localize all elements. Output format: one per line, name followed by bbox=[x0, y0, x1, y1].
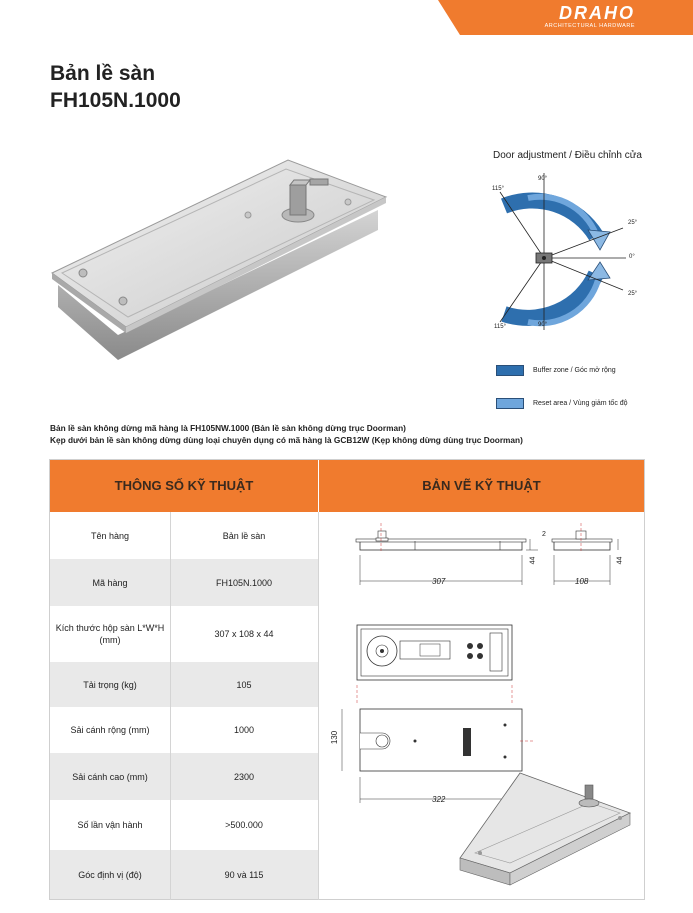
dim-end-height: 44 bbox=[616, 556, 624, 565]
angle-label-upper-right: 25° bbox=[628, 220, 638, 226]
row-value: 1000 bbox=[233, 725, 255, 735]
dim-plate-width: 130 bbox=[330, 730, 340, 745]
table-row bbox=[50, 850, 318, 899]
angle-label-top: 90° bbox=[538, 176, 548, 182]
page-title: Bản lề sàn bbox=[50, 62, 156, 85]
table-row bbox=[50, 753, 318, 800]
row-value: 90 và 115 bbox=[224, 869, 264, 880]
row-value: >500.000 bbox=[225, 820, 263, 830]
table-row bbox=[50, 559, 318, 606]
table-row bbox=[50, 707, 318, 753]
section-divider bbox=[318, 512, 319, 900]
row-value: Bản lề sàn bbox=[222, 530, 266, 541]
cover-plate-drawing bbox=[342, 709, 535, 803]
legend-label-reset: Reset area / Vùng giảm tốc độ bbox=[533, 400, 628, 407]
row-label: Sải cánh rộng (mm) bbox=[70, 725, 150, 735]
dim-end-width: 108 bbox=[575, 577, 589, 586]
legend-reset-area bbox=[496, 398, 628, 409]
dim-side-length: 307 bbox=[432, 577, 446, 586]
legend-buffer-zone bbox=[496, 365, 616, 376]
row-label: Mã hàng bbox=[92, 577, 128, 588]
row-label: Sải cánh cao (mm) bbox=[72, 771, 148, 782]
column-divider bbox=[170, 512, 171, 900]
spec-header-left: THÔNG SỐ KỸ THUẬT bbox=[114, 478, 254, 493]
table-row bbox=[50, 662, 318, 707]
dim-side-top: 2 bbox=[542, 531, 546, 538]
description-line-1: Bản lề sàn không dừng mã hàng là FH105NW.1000 (Bản lề sàn không dừng trục Doorman) bbox=[50, 423, 406, 433]
row-value: 307 x 108 x 44 bbox=[214, 629, 274, 639]
door-diagram-title: Door adjustment / Điều chỉnh cửa bbox=[493, 150, 642, 161]
brand-header bbox=[438, 0, 693, 35]
spec-table bbox=[49, 459, 645, 900]
product-image bbox=[48, 155, 393, 375]
door-adjustment-diagram bbox=[478, 170, 643, 340]
row-label: Số lần vận hành bbox=[77, 820, 143, 830]
angle-label-bottom-left: 115° bbox=[494, 324, 506, 330]
row-value: 2300 bbox=[233, 771, 255, 782]
spec-table-header bbox=[50, 460, 644, 512]
dim-plate-length: 322 bbox=[432, 795, 446, 804]
side-view-drawing bbox=[356, 523, 538, 585]
row-label: Tải trọng (kg) bbox=[83, 679, 137, 690]
end-view-drawing bbox=[552, 523, 618, 585]
row-value: 105 bbox=[236, 679, 252, 690]
table-row bbox=[50, 606, 318, 662]
description-line-2: Kẹp dưới bản lề sàn không dừng dùng loại chuyên dụng có mã hàng là GCB12W (Kẹp không dừng dùng trục Doorman) bbox=[50, 434, 523, 445]
legend-swatch-buffer bbox=[496, 365, 524, 376]
brand-logo: DRAHO bbox=[559, 3, 635, 23]
product-description bbox=[50, 423, 523, 446]
row-value: FH105N.1000 bbox=[215, 577, 273, 588]
row-label: Kích thước hộp sàn L*W*H (mm) bbox=[55, 623, 165, 645]
top-view-drawing bbox=[357, 625, 512, 703]
angle-label-top-left: 115° bbox=[492, 186, 504, 192]
angle-label-lower-right: 25° bbox=[628, 291, 638, 297]
product-code-title: FH105N.1000 bbox=[50, 89, 181, 112]
row-label: Tên hàng bbox=[90, 530, 130, 541]
legend-swatch-reset bbox=[496, 398, 524, 409]
angle-label-bottom: 90° bbox=[538, 322, 548, 328]
technical-drawings bbox=[320, 513, 644, 904]
table-row bbox=[50, 800, 318, 850]
spec-header-right: BẢN VẼ KỸ THUẬT bbox=[422, 478, 541, 493]
table-row bbox=[50, 512, 318, 559]
row-label: Góc định vị (độ) bbox=[78, 869, 142, 880]
angle-label-zero: 0° bbox=[629, 254, 635, 260]
isometric-render bbox=[460, 773, 630, 885]
brand-subtitle: ARCHITECTURAL HARDWARE bbox=[544, 23, 635, 29]
legend-label-buffer: Buffer zone / Góc mở rộng bbox=[533, 367, 616, 374]
dim-side-height: 44 bbox=[529, 556, 537, 565]
